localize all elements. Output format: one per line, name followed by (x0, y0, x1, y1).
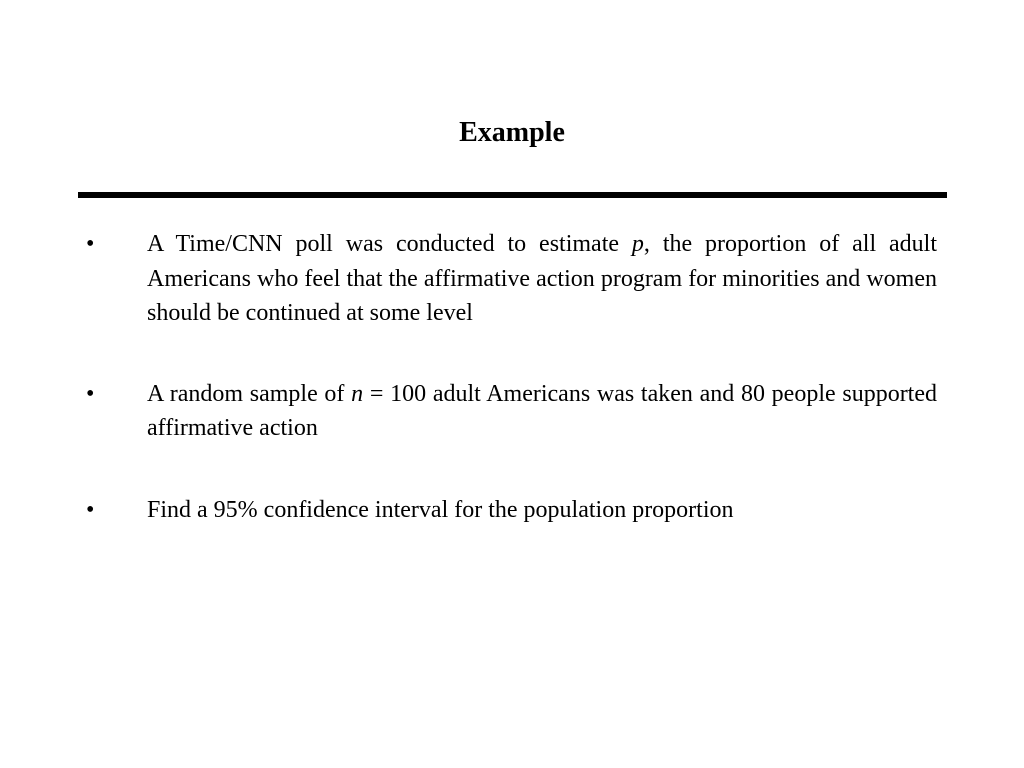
list-item (0, 377, 1024, 446)
bullet-text-part: Find a 95% confidence interval for the population proportion (147, 496, 734, 523)
bullet-icon: • (86, 380, 95, 407)
list-item (0, 227, 1024, 331)
bullet-text-part: = 100 adult Americans was taken and 80 people supported affirmative action (147, 380, 938, 441)
bullet-list (0, 227, 1024, 573)
bullet-icon: • (86, 496, 95, 523)
title-divider (78, 192, 947, 198)
slide-title: Example (459, 117, 565, 148)
bullet-icon: • (86, 231, 95, 257)
list-item (0, 493, 1024, 528)
bullet-text-part: A random sample of (147, 380, 352, 407)
variable-p: p (631, 231, 644, 257)
variable-n: n (351, 380, 364, 407)
bullet-text (147, 227, 937, 331)
bullet-text (147, 377, 937, 446)
bullet-text-part: A Time/CNN poll was conducted to estimate (147, 231, 632, 257)
bullet-text-part: , the proportion of all adult Americans who feel that the affirmative action program for minorities and women should be continued at some level (147, 231, 938, 326)
bullet-text (147, 493, 937, 528)
